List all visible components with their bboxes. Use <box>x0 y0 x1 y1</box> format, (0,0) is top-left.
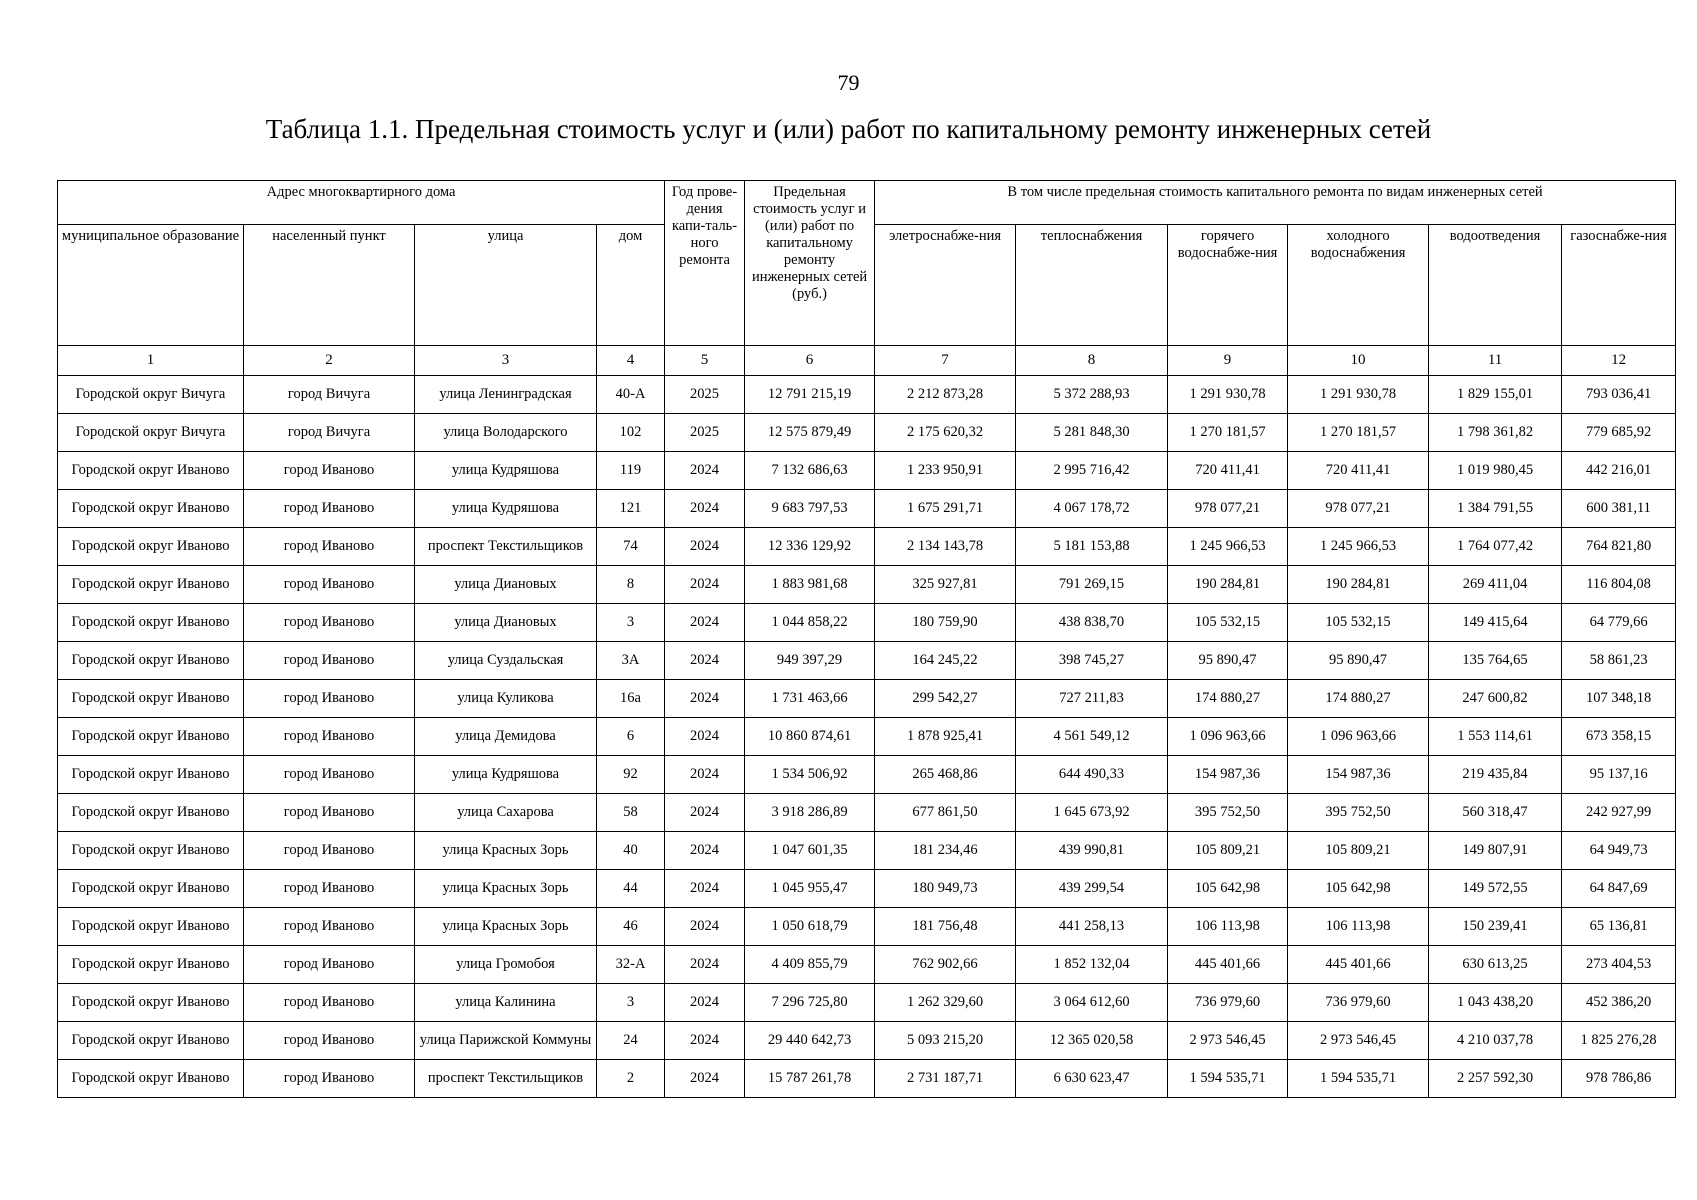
column-number: 11 <box>1429 346 1562 376</box>
total-cost-cell: 1 044 858,22 <box>745 604 875 642</box>
drainage-cell: 560 318,47 <box>1429 794 1562 832</box>
heating-cell: 1 645 673,92 <box>1016 794 1168 832</box>
electric-cell: 2 175 620,32 <box>875 414 1016 452</box>
house-cell: 24 <box>597 1022 665 1060</box>
house-cell: 3 <box>597 604 665 642</box>
cold-water-cell: 154 987,36 <box>1288 756 1429 794</box>
settlement-cell: город Иваново <box>244 908 415 946</box>
drainage-cell: 150 239,41 <box>1429 908 1562 946</box>
column-number: 8 <box>1016 346 1168 376</box>
cost-table <box>57 180 1676 1098</box>
year-cell: 2024 <box>665 604 745 642</box>
total-cost-cell: 1 731 463,66 <box>745 680 875 718</box>
hot-water-cell: 395 752,50 <box>1168 794 1288 832</box>
electric-cell: 265 468,86 <box>875 756 1016 794</box>
header-total-cost: Предельная стоимость услуг и (или) работ по капитальному ремонту инженерных сетей (руб.) <box>745 181 875 346</box>
total-cost-cell: 3 918 286,89 <box>745 794 875 832</box>
column-number: 7 <box>875 346 1016 376</box>
header-electric: элетроснабже-ния <box>875 225 1016 346</box>
cold-water-cell: 1 096 963,66 <box>1288 718 1429 756</box>
electric-cell: 180 949,73 <box>875 870 1016 908</box>
year-cell: 2024 <box>665 756 745 794</box>
column-number: 4 <box>597 346 665 376</box>
column-number: 3 <box>415 346 597 376</box>
year-cell: 2025 <box>665 376 745 414</box>
street-cell: улица Красных Зорь <box>415 870 597 908</box>
heating-cell: 5 372 288,93 <box>1016 376 1168 414</box>
cold-water-cell: 190 284,81 <box>1288 566 1429 604</box>
gas-cell: 107 348,18 <box>1562 680 1676 718</box>
total-cost-cell: 15 787 261,78 <box>745 1060 875 1098</box>
heating-cell: 12 365 020,58 <box>1016 1022 1168 1060</box>
hot-water-cell: 105 809,21 <box>1168 832 1288 870</box>
drainage-cell: 247 600,82 <box>1429 680 1562 718</box>
hot-water-cell: 1 594 535,71 <box>1168 1060 1288 1098</box>
street-cell: улица Диановых <box>415 604 597 642</box>
street-cell: улица Кудряшова <box>415 756 597 794</box>
settlement-cell: город Иваново <box>244 680 415 718</box>
year-cell: 2024 <box>665 528 745 566</box>
table-row <box>58 642 1676 680</box>
column-number: 9 <box>1168 346 1288 376</box>
house-cell: 58 <box>597 794 665 832</box>
hot-water-cell: 1 096 963,66 <box>1168 718 1288 756</box>
column-number: 1 <box>58 346 244 376</box>
hot-water-cell: 105 532,15 <box>1168 604 1288 642</box>
heating-cell: 439 299,54 <box>1016 870 1168 908</box>
house-cell: 32-А <box>597 946 665 984</box>
drainage-cell: 1 764 077,42 <box>1429 528 1562 566</box>
hot-water-cell: 736 979,60 <box>1168 984 1288 1022</box>
house-cell: 121 <box>597 490 665 528</box>
total-cost-cell: 7 296 725,80 <box>745 984 875 1022</box>
electric-cell: 1 262 329,60 <box>875 984 1016 1022</box>
year-cell: 2024 <box>665 984 745 1022</box>
municipality-cell: Городской округ Иваново <box>58 528 244 566</box>
municipality-cell: Городской округ Иваново <box>58 642 244 680</box>
year-cell: 2025 <box>665 414 745 452</box>
settlement-cell: город Иваново <box>244 490 415 528</box>
house-cell: 8 <box>597 566 665 604</box>
hot-water-cell: 978 077,21 <box>1168 490 1288 528</box>
settlement-cell: город Иваново <box>244 528 415 566</box>
table-row <box>58 490 1676 528</box>
street-cell: улица Куликова <box>415 680 597 718</box>
house-cell: 40 <box>597 832 665 870</box>
column-number: 6 <box>745 346 875 376</box>
hot-water-cell: 105 642,98 <box>1168 870 1288 908</box>
municipality-cell: Городской округ Иваново <box>58 490 244 528</box>
street-cell: улица Парижской Коммуны <box>415 1022 597 1060</box>
settlement-cell: город Иваново <box>244 566 415 604</box>
table-row <box>58 1060 1676 1098</box>
table-row <box>58 756 1676 794</box>
house-cell: 3А <box>597 642 665 680</box>
header-house: дом <box>597 225 665 346</box>
heating-cell: 4 067 178,72 <box>1016 490 1168 528</box>
municipality-cell: Городской округ Иваново <box>58 946 244 984</box>
year-cell: 2024 <box>665 566 745 604</box>
total-cost-cell: 949 397,29 <box>745 642 875 680</box>
settlement-cell: город Иваново <box>244 452 415 490</box>
cold-water-cell: 105 642,98 <box>1288 870 1429 908</box>
column-number: 5 <box>665 346 745 376</box>
cold-water-cell: 1 245 966,53 <box>1288 528 1429 566</box>
drainage-cell: 219 435,84 <box>1429 756 1562 794</box>
municipality-cell: Городской округ Иваново <box>58 1060 244 1098</box>
table-row <box>58 452 1676 490</box>
cold-water-cell: 395 752,50 <box>1288 794 1429 832</box>
gas-cell: 452 386,20 <box>1562 984 1676 1022</box>
table-row <box>58 908 1676 946</box>
drainage-cell: 149 415,64 <box>1429 604 1562 642</box>
municipality-cell: Городской округ Иваново <box>58 1022 244 1060</box>
cold-water-cell: 95 890,47 <box>1288 642 1429 680</box>
year-cell: 2024 <box>665 908 745 946</box>
heating-cell: 5 181 153,88 <box>1016 528 1168 566</box>
year-cell: 2024 <box>665 718 745 756</box>
heating-cell: 2 995 716,42 <box>1016 452 1168 490</box>
street-cell: улица Демидова <box>415 718 597 756</box>
house-cell: 102 <box>597 414 665 452</box>
total-cost-cell: 1 045 955,47 <box>745 870 875 908</box>
house-cell: 2 <box>597 1060 665 1098</box>
drainage-cell: 1 043 438,20 <box>1429 984 1562 1022</box>
electric-cell: 1 233 950,91 <box>875 452 1016 490</box>
gas-cell: 978 786,86 <box>1562 1060 1676 1098</box>
drainage-cell: 149 807,91 <box>1429 832 1562 870</box>
heating-cell: 438 838,70 <box>1016 604 1168 642</box>
table-row <box>58 528 1676 566</box>
settlement-cell: город Иваново <box>244 832 415 870</box>
heating-cell: 727 211,83 <box>1016 680 1168 718</box>
table-row <box>58 718 1676 756</box>
header-settlement: населенный пункт <box>244 225 415 346</box>
year-cell: 2024 <box>665 832 745 870</box>
street-cell: улица Сахарова <box>415 794 597 832</box>
table-body <box>58 376 1676 1098</box>
cold-water-cell: 736 979,60 <box>1288 984 1429 1022</box>
total-cost-cell: 1 534 506,92 <box>745 756 875 794</box>
cold-water-cell: 1 594 535,71 <box>1288 1060 1429 1098</box>
street-cell: улица Калинина <box>415 984 597 1022</box>
cold-water-cell: 445 401,66 <box>1288 946 1429 984</box>
house-cell: 74 <box>597 528 665 566</box>
table-row <box>58 946 1676 984</box>
settlement-cell: город Иваново <box>244 1060 415 1098</box>
cold-water-cell: 174 880,27 <box>1288 680 1429 718</box>
table-row <box>58 414 1676 452</box>
heating-cell: 5 281 848,30 <box>1016 414 1168 452</box>
drainage-cell: 1 798 361,82 <box>1429 414 1562 452</box>
settlement-cell: город Иваново <box>244 642 415 680</box>
table-row <box>58 604 1676 642</box>
table-row <box>58 680 1676 718</box>
table-row <box>58 870 1676 908</box>
header-municipality: муниципальное образование <box>58 225 244 346</box>
cold-water-cell: 106 113,98 <box>1288 908 1429 946</box>
hot-water-cell: 720 411,41 <box>1168 452 1288 490</box>
hot-water-cell: 95 890,47 <box>1168 642 1288 680</box>
hot-water-cell: 154 987,36 <box>1168 756 1288 794</box>
total-cost-cell: 12 336 129,92 <box>745 528 875 566</box>
street-cell: улица Красных Зорь <box>415 908 597 946</box>
drainage-cell: 1 553 114,61 <box>1429 718 1562 756</box>
gas-cell: 273 404,53 <box>1562 946 1676 984</box>
gas-cell: 600 381,11 <box>1562 490 1676 528</box>
column-number-row <box>58 346 1676 376</box>
drainage-cell: 4 210 037,78 <box>1429 1022 1562 1060</box>
street-cell: улица Кудряшова <box>415 490 597 528</box>
page-title: Таблица 1.1. Предельная стоимость услуг и (или) работ по капитальному ремонту инженерных сетей <box>265 114 1432 144</box>
year-cell: 2024 <box>665 1022 745 1060</box>
gas-cell: 64 779,66 <box>1562 604 1676 642</box>
settlement-cell: город Вичуга <box>244 376 415 414</box>
total-cost-cell: 12 791 215,19 <box>745 376 875 414</box>
drainage-cell: 2 257 592,30 <box>1429 1060 1562 1098</box>
total-cost-cell: 12 575 879,49 <box>745 414 875 452</box>
municipality-cell: Городской округ Иваново <box>58 566 244 604</box>
heating-cell: 4 561 549,12 <box>1016 718 1168 756</box>
cold-water-cell: 1 291 930,78 <box>1288 376 1429 414</box>
table-row <box>58 566 1676 604</box>
house-cell: 119 <box>597 452 665 490</box>
house-cell: 6 <box>597 718 665 756</box>
drainage-cell: 135 764,65 <box>1429 642 1562 680</box>
year-cell: 2024 <box>665 680 745 718</box>
hot-water-cell: 1 245 966,53 <box>1168 528 1288 566</box>
settlement-cell: город Иваново <box>244 718 415 756</box>
heating-cell: 398 745,27 <box>1016 642 1168 680</box>
header-breakdown-group: В том числе предельная стоимость капитального ремонта по видам инженерных сетей <box>875 181 1676 225</box>
gas-cell: 764 821,80 <box>1562 528 1676 566</box>
municipality-cell: Городской округ Вичуга <box>58 414 244 452</box>
table-row <box>58 1022 1676 1060</box>
page-number: 79 <box>837 70 860 95</box>
drainage-cell: 269 411,04 <box>1429 566 1562 604</box>
heating-cell: 439 990,81 <box>1016 832 1168 870</box>
municipality-cell: Городской округ Иваново <box>58 870 244 908</box>
hot-water-cell: 106 113,98 <box>1168 908 1288 946</box>
year-cell: 2024 <box>665 452 745 490</box>
municipality-cell: Городской округ Иваново <box>58 604 244 642</box>
table-row <box>58 984 1676 1022</box>
gas-cell: 779 685,92 <box>1562 414 1676 452</box>
gas-cell: 116 804,08 <box>1562 566 1676 604</box>
drainage-cell: 1 829 155,01 <box>1429 376 1562 414</box>
total-cost-cell: 1 050 618,79 <box>745 908 875 946</box>
municipality-cell: Городской округ Вичуга <box>58 376 244 414</box>
street-cell: проспект Текстильщиков <box>415 1060 597 1098</box>
gas-cell: 58 861,23 <box>1562 642 1676 680</box>
cold-water-cell: 1 270 181,57 <box>1288 414 1429 452</box>
street-cell: улица Громобоя <box>415 946 597 984</box>
gas-cell: 95 137,16 <box>1562 756 1676 794</box>
house-cell: 44 <box>597 870 665 908</box>
street-cell: улица Ленинградская <box>415 376 597 414</box>
year-cell: 2024 <box>665 794 745 832</box>
municipality-cell: Городской округ Иваново <box>58 756 244 794</box>
total-cost-cell: 9 683 797,53 <box>745 490 875 528</box>
settlement-cell: город Вичуга <box>244 414 415 452</box>
heating-cell: 441 258,13 <box>1016 908 1168 946</box>
cold-water-cell: 105 532,15 <box>1288 604 1429 642</box>
settlement-cell: город Иваново <box>244 946 415 984</box>
electric-cell: 762 902,66 <box>875 946 1016 984</box>
street-cell: улица Диановых <box>415 566 597 604</box>
electric-cell: 2 731 187,71 <box>875 1060 1016 1098</box>
heating-cell: 3 064 612,60 <box>1016 984 1168 1022</box>
hot-water-cell: 2 973 546,45 <box>1168 1022 1288 1060</box>
hot-water-cell: 174 880,27 <box>1168 680 1288 718</box>
cold-water-cell: 105 809,21 <box>1288 832 1429 870</box>
electric-cell: 181 234,46 <box>875 832 1016 870</box>
hot-water-cell: 1 270 181,57 <box>1168 414 1288 452</box>
header-drainage: водоотведения <box>1429 225 1562 346</box>
gas-cell: 64 847,69 <box>1562 870 1676 908</box>
settlement-cell: город Иваново <box>244 1022 415 1060</box>
settlement-cell: город Иваново <box>244 870 415 908</box>
table-row <box>58 376 1676 414</box>
total-cost-cell: 4 409 855,79 <box>745 946 875 984</box>
settlement-cell: город Иваново <box>244 984 415 1022</box>
house-cell: 46 <box>597 908 665 946</box>
total-cost-cell: 1 047 601,35 <box>745 832 875 870</box>
total-cost-cell: 7 132 686,63 <box>745 452 875 490</box>
house-cell: 92 <box>597 756 665 794</box>
electric-cell: 1 878 925,41 <box>875 718 1016 756</box>
heating-cell: 791 269,15 <box>1016 566 1168 604</box>
hot-water-cell: 1 291 930,78 <box>1168 376 1288 414</box>
street-cell: улица Суздальская <box>415 642 597 680</box>
municipality-cell: Городской округ Иваново <box>58 680 244 718</box>
year-cell: 2024 <box>665 490 745 528</box>
house-cell: 16а <box>597 680 665 718</box>
street-cell: проспект Текстильщиков <box>415 528 597 566</box>
gas-cell: 793 036,41 <box>1562 376 1676 414</box>
heating-cell: 6 630 623,47 <box>1016 1060 1168 1098</box>
electric-cell: 299 542,27 <box>875 680 1016 718</box>
column-number: 2 <box>244 346 415 376</box>
year-cell: 2024 <box>665 870 745 908</box>
electric-cell: 5 093 215,20 <box>875 1022 1016 1060</box>
header-year: Год прове-дения капи-таль-ного ремонта <box>665 181 745 346</box>
header-hot-water: горячего водоснабже-ния <box>1168 225 1288 346</box>
house-cell: 40-А <box>597 376 665 414</box>
settlement-cell: город Иваново <box>244 756 415 794</box>
electric-cell: 2 212 873,28 <box>875 376 1016 414</box>
drainage-cell: 149 572,55 <box>1429 870 1562 908</box>
year-cell: 2024 <box>665 1060 745 1098</box>
gas-cell: 65 136,81 <box>1562 908 1676 946</box>
total-cost-cell: 10 860 874,61 <box>745 718 875 756</box>
municipality-cell: Городской округ Иваново <box>58 794 244 832</box>
gas-cell: 442 216,01 <box>1562 452 1676 490</box>
header-heating: теплоснабжения <box>1016 225 1168 346</box>
street-cell: улица Красных Зорь <box>415 832 597 870</box>
drainage-cell: 630 613,25 <box>1429 946 1562 984</box>
drainage-cell: 1 019 980,45 <box>1429 452 1562 490</box>
municipality-cell: Городской округ Иваново <box>58 908 244 946</box>
header-street: улица <box>415 225 597 346</box>
column-number: 10 <box>1288 346 1429 376</box>
hot-water-cell: 190 284,81 <box>1168 566 1288 604</box>
heating-cell: 1 852 132,04 <box>1016 946 1168 984</box>
gas-cell: 1 825 276,28 <box>1562 1022 1676 1060</box>
electric-cell: 2 134 143,78 <box>875 528 1016 566</box>
header-gas: газоснабже-ния <box>1562 225 1676 346</box>
year-cell: 2024 <box>665 946 745 984</box>
electric-cell: 325 927,81 <box>875 566 1016 604</box>
settlement-cell: город Иваново <box>244 604 415 642</box>
cold-water-cell: 978 077,21 <box>1288 490 1429 528</box>
total-cost-cell: 1 883 981,68 <box>745 566 875 604</box>
gas-cell: 64 949,73 <box>1562 832 1676 870</box>
drainage-cell: 1 384 791,55 <box>1429 490 1562 528</box>
street-cell: улица Кудряшова <box>415 452 597 490</box>
electric-cell: 1 675 291,71 <box>875 490 1016 528</box>
electric-cell: 181 756,48 <box>875 908 1016 946</box>
electric-cell: 180 759,90 <box>875 604 1016 642</box>
cold-water-cell: 720 411,41 <box>1288 452 1429 490</box>
street-cell: улица Володарского <box>415 414 597 452</box>
gas-cell: 673 358,15 <box>1562 718 1676 756</box>
header-address-group: Адрес многоквартирного дома <box>58 181 665 225</box>
header-cold-water: холодного водоснабжения <box>1288 225 1429 346</box>
hot-water-cell: 445 401,66 <box>1168 946 1288 984</box>
total-cost-cell: 29 440 642,73 <box>745 1022 875 1060</box>
municipality-cell: Городской округ Иваново <box>58 718 244 756</box>
table-row <box>58 794 1676 832</box>
year-cell: 2024 <box>665 642 745 680</box>
electric-cell: 677 861,50 <box>875 794 1016 832</box>
electric-cell: 164 245,22 <box>875 642 1016 680</box>
table-row <box>58 832 1676 870</box>
municipality-cell: Городской округ Иваново <box>58 832 244 870</box>
cold-water-cell: 2 973 546,45 <box>1288 1022 1429 1060</box>
settlement-cell: город Иваново <box>244 794 415 832</box>
municipality-cell: Городской округ Иваново <box>58 984 244 1022</box>
column-number: 12 <box>1562 346 1676 376</box>
house-cell: 3 <box>597 984 665 1022</box>
municipality-cell: Городской округ Иваново <box>58 452 244 490</box>
gas-cell: 242 927,99 <box>1562 794 1676 832</box>
heating-cell: 644 490,33 <box>1016 756 1168 794</box>
